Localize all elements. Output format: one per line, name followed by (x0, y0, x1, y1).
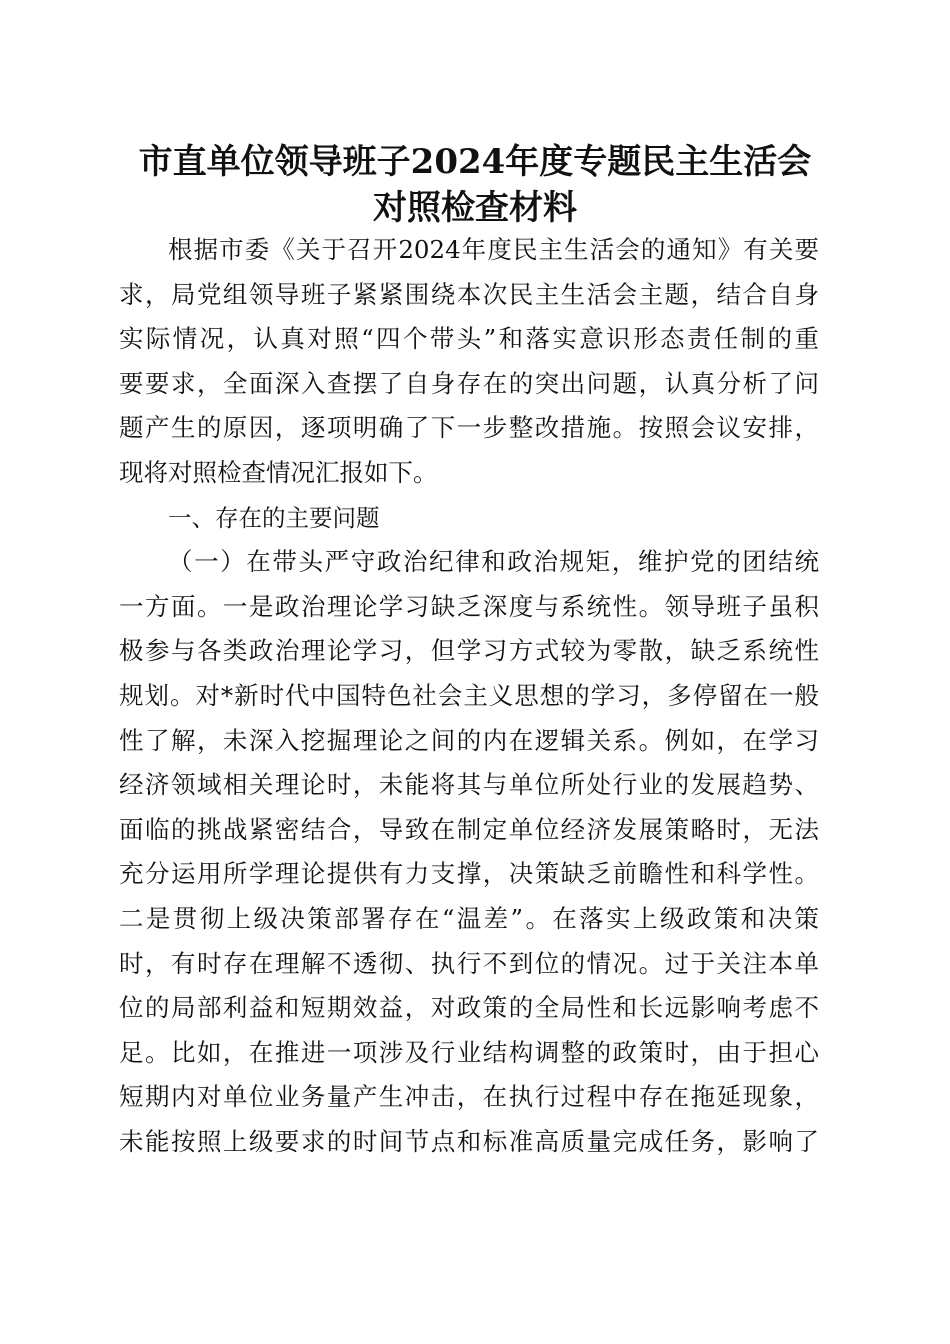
section-line: 位的局部利益和短期效益，对政策的全局性和长远影响考虑不 (119, 993, 819, 1023)
section-line: 面临的挑战紧密结合，导致在制定单位经济发展策略时，无法 (119, 814, 819, 844)
section-line: 时，有时存在理解不透彻、执行不到位的情况。过于关注本单 (119, 948, 819, 978)
section-heading: 一、存在的主要问题 (168, 503, 380, 532)
section-line: 短期内对单位业务量产生冲击，在执行过程中存在拖延现象， (119, 1082, 819, 1112)
section-line: 经济领域相关理论时，未能将其与单位所处行业的发展趋势、 (119, 770, 819, 800)
section-line: 一方面。一是政治理论学习缺乏深度与系统性。领导班子虽积 (119, 591, 819, 621)
intro-line: 求，局党组领导班子紧紧围绕本次民主生活会主题，结合自身 (119, 279, 819, 309)
document-title-line-2: 对照检查材料 (373, 188, 577, 228)
section-line: 性了解，未深入挖掘理论之间的内在逻辑关系。例如，在学习 (119, 725, 819, 755)
intro-line: 实际情况，认真对照“四个带头”和落实意识形态责任制的重 (119, 324, 819, 354)
section-line: 极参与各类政治理论学习，但学习方式较为零散，缺乏系统性 (119, 636, 819, 666)
section-line: 充分运用所学理论提供有力支撑，决策缺乏前瞻性和科学性。 (119, 859, 819, 889)
section-line: 二是贯彻上级决策部署存在“温差”。在落实上级政策和决策 (119, 903, 819, 933)
section-line: 规划。对*新时代中国特色社会主义思想的学习，多停留在一般 (119, 680, 819, 710)
intro-line: 要要求，全面深入查摆了自身存在的突出问题，认真分析了问 (119, 368, 819, 398)
intro-line: 现将对照检查情况汇报如下。 (119, 457, 438, 487)
section-line: 足。比如，在推进一项涉及行业结构调整的政策时，由于担心 (119, 1037, 819, 1067)
intro-line: 根据市委《关于召开2024年度民主生活会的通知》有关要 (168, 235, 819, 264)
section-line: 未能按照上级要求的时间节点和标准高质量完成任务，影响了 (119, 1126, 819, 1156)
section-line: （一）在带头严守政治纪律和政治规矩，维护党的团结统 (168, 547, 819, 577)
intro-line: 题产生的原因，逐项明确了下一步整改措施。按照会议安排， (119, 413, 819, 443)
document-body (119, 228, 819, 1164)
document-title-line-1: 市直单位领导班子2024年度专题民主生活会 (138, 142, 812, 182)
